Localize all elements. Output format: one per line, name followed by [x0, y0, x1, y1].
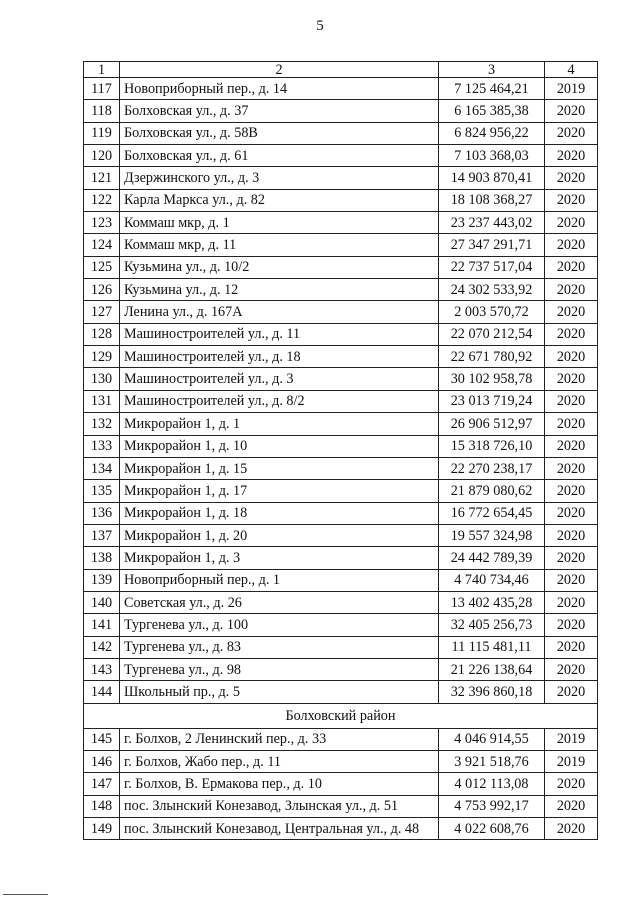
cost-cell: 22 070 212,54: [439, 323, 545, 345]
cost-cell: 23 237 443,02: [439, 212, 545, 234]
address-cell: Машиностроителей ул., д. 11: [120, 323, 439, 345]
table-row: [84, 234, 598, 256]
address-cell: Машиностроителей ул., д. 3: [120, 368, 439, 390]
year-cell: 2020: [545, 591, 598, 613]
year-cell: 2020: [545, 681, 598, 703]
row-number-cell: 124: [84, 234, 120, 256]
year-cell: 2020: [545, 480, 598, 502]
table-row: [84, 750, 598, 772]
row-number-cell: 137: [84, 524, 120, 546]
table-row: [84, 457, 598, 479]
row-number-cell: 118: [84, 100, 120, 122]
header-cell-4: 4: [545, 62, 598, 78]
table-row: [84, 390, 598, 412]
section-row: [84, 703, 598, 728]
table-row: [84, 658, 598, 680]
table-row: [84, 569, 598, 591]
address-cell: Микрорайон 1, д. 20: [120, 524, 439, 546]
address-cell: Микрорайон 1, д. 1: [120, 413, 439, 435]
cost-cell: 18 108 368,27: [439, 189, 545, 211]
table-row: [84, 279, 598, 301]
address-cell: г. Болхов, В. Ермакова пер., д. 10: [120, 773, 439, 795]
row-number-cell: 119: [84, 122, 120, 144]
table-row: [84, 524, 598, 546]
table-row: [84, 480, 598, 502]
row-number-cell: 121: [84, 167, 120, 189]
cost-cell: 6 824 956,22: [439, 122, 545, 144]
cost-cell: 14 903 870,41: [439, 167, 545, 189]
address-cell: Ленина ул., д. 167А: [120, 301, 439, 323]
row-number-cell: 135: [84, 480, 120, 502]
year-cell: 2020: [545, 658, 598, 680]
table-row: [84, 614, 598, 636]
table-row: [84, 78, 598, 100]
table-row: [84, 547, 598, 569]
row-number-cell: 117: [84, 78, 120, 100]
table-row: [84, 728, 598, 750]
row-number-cell: 146: [84, 750, 120, 772]
cost-cell: 22 671 780,92: [439, 346, 545, 368]
cost-cell: 23 013 719,24: [439, 390, 545, 412]
year-cell: 2020: [545, 795, 598, 817]
row-number-cell: 143: [84, 658, 120, 680]
year-cell: 2020: [545, 301, 598, 323]
row-number-cell: 140: [84, 591, 120, 613]
address-cell: Тургенева ул., д. 98: [120, 658, 439, 680]
table-row: [84, 122, 598, 144]
address-cell: Микрорайон 1, д. 3: [120, 547, 439, 569]
table-row: [84, 636, 598, 658]
table-row: [84, 212, 598, 234]
year-cell: 2020: [545, 212, 598, 234]
row-number-cell: 149: [84, 818, 120, 840]
table-row: [84, 591, 598, 613]
cost-cell: 26 906 512,97: [439, 413, 545, 435]
address-cell: Новоприборный пер., д. 1: [120, 569, 439, 591]
year-cell: 2020: [545, 256, 598, 278]
cost-cell: 22 737 517,04: [439, 256, 545, 278]
register-table-body: [84, 62, 598, 840]
row-number-cell: 123: [84, 212, 120, 234]
cost-cell: 4 012 113,08: [439, 773, 545, 795]
table-row: [84, 100, 598, 122]
address-cell: Тургенева ул., д. 83: [120, 636, 439, 658]
table-row: [84, 256, 598, 278]
row-number-cell: 144: [84, 681, 120, 703]
table-row: [84, 818, 598, 840]
row-number-cell: 142: [84, 636, 120, 658]
cost-cell: 32 405 256,73: [439, 614, 545, 636]
header-cell-3: 3: [439, 62, 545, 78]
row-number-cell: 128: [84, 323, 120, 345]
cost-cell: 4 022 608,76: [439, 818, 545, 840]
table-row: [84, 346, 598, 368]
page-number: 5: [316, 18, 324, 34]
address-cell: Микрорайон 1, д. 17: [120, 480, 439, 502]
row-number-cell: 145: [84, 728, 120, 750]
row-number-cell: 132: [84, 413, 120, 435]
address-cell: Болховская ул., д. 37: [120, 100, 439, 122]
year-cell: 2020: [545, 100, 598, 122]
year-cell: 2020: [545, 145, 598, 167]
row-number-cell: 147: [84, 773, 120, 795]
row-number-cell: 131: [84, 390, 120, 412]
year-cell: 2020: [545, 390, 598, 412]
table-row: [84, 189, 598, 211]
year-cell: 2020: [545, 189, 598, 211]
year-cell: 2020: [545, 323, 598, 345]
cost-cell: 7 103 368,03: [439, 145, 545, 167]
cost-cell: 24 302 533,92: [439, 279, 545, 301]
year-cell: 2020: [545, 614, 598, 636]
year-cell: 2020: [545, 413, 598, 435]
table-row: [84, 413, 598, 435]
year-cell: 2020: [545, 636, 598, 658]
table-header-row: [84, 62, 598, 78]
cost-cell: 19 557 324,98: [439, 524, 545, 546]
cost-cell: 21 879 080,62: [439, 480, 545, 502]
address-cell: Коммаш мкр, д. 11: [120, 234, 439, 256]
year-cell: 2020: [545, 524, 598, 546]
table-row: [84, 795, 598, 817]
address-cell: г. Болхов, Жабо пер., д. 11: [120, 750, 439, 772]
year-cell: 2020: [545, 502, 598, 524]
cost-cell: 22 270 238,17: [439, 457, 545, 479]
address-cell: Новоприборный пер., д. 14: [120, 78, 439, 100]
row-number-cell: 127: [84, 301, 120, 323]
cost-cell: 4 753 992,17: [439, 795, 545, 817]
year-cell: 2020: [545, 368, 598, 390]
table-row: [84, 773, 598, 795]
cost-cell: 16 772 654,45: [439, 502, 545, 524]
address-cell: Кузьмина ул., д. 12: [120, 279, 439, 301]
cost-cell: 11 115 481,11: [439, 636, 545, 658]
year-cell: 2020: [545, 773, 598, 795]
address-cell: Микрорайон 1, д. 10: [120, 435, 439, 457]
year-cell: 2020: [545, 279, 598, 301]
cost-cell: 30 102 958,78: [439, 368, 545, 390]
cost-cell: 32 396 860,18: [439, 681, 545, 703]
year-cell: 2020: [545, 234, 598, 256]
year-cell: 2019: [545, 728, 598, 750]
address-cell: Коммаш мкр, д. 1: [120, 212, 439, 234]
address-cell: Машиностроителей ул., д. 8/2: [120, 390, 439, 412]
row-number-cell: 138: [84, 547, 120, 569]
year-cell: 2019: [545, 78, 598, 100]
row-number-cell: 133: [84, 435, 120, 457]
table-row: [84, 145, 598, 167]
table-row: [84, 681, 598, 703]
header-cell-1: 1: [84, 62, 120, 78]
cost-cell: 6 165 385,38: [439, 100, 545, 122]
cost-cell: 3 921 518,76: [439, 750, 545, 772]
row-number-cell: 136: [84, 502, 120, 524]
row-number-cell: 148: [84, 795, 120, 817]
address-cell: Машиностроителей ул., д. 18: [120, 346, 439, 368]
header-cell-2: 2: [120, 62, 439, 78]
year-cell: 2019: [545, 750, 598, 772]
address-cell: Школьный пр., д. 5: [120, 681, 439, 703]
address-cell: Дзержинского ул., д. 3: [120, 167, 439, 189]
table-row: [84, 167, 598, 189]
row-number-cell: 120: [84, 145, 120, 167]
register-table: [83, 61, 598, 840]
address-cell: пос. Злынский Конезавод, Центральная ул., д. 48: [120, 818, 439, 840]
year-cell: 2020: [545, 457, 598, 479]
address-cell: г. Болхов, 2 Ленинский пер., д. 33: [120, 728, 439, 750]
address-cell: Кузьмина ул., д. 10/2: [120, 256, 439, 278]
cost-cell: 4 046 914,55: [439, 728, 545, 750]
address-cell: Карла Маркса ул., д. 82: [120, 189, 439, 211]
table-row: [84, 368, 598, 390]
address-cell: Микрорайон 1, д. 15: [120, 457, 439, 479]
address-cell: Микрорайон 1, д. 18: [120, 502, 439, 524]
cost-cell: 27 347 291,71: [439, 234, 545, 256]
table-row: [84, 301, 598, 323]
year-cell: 2020: [545, 346, 598, 368]
address-cell: Болховская ул., д. 61: [120, 145, 439, 167]
row-number-cell: 129: [84, 346, 120, 368]
cost-cell: 24 442 789,39: [439, 547, 545, 569]
row-number-cell: 130: [84, 368, 120, 390]
year-cell: 2020: [545, 167, 598, 189]
cost-cell: 4 740 734,46: [439, 569, 545, 591]
cost-cell: 7 125 464,21: [439, 78, 545, 100]
row-number-cell: 141: [84, 614, 120, 636]
row-number-cell: 126: [84, 279, 120, 301]
year-cell: 2020: [545, 818, 598, 840]
cost-cell: 15 318 726,10: [439, 435, 545, 457]
row-number-cell: 134: [84, 457, 120, 479]
address-cell: Болховская ул., д. 58В: [120, 122, 439, 144]
cost-cell: 21 226 138,64: [439, 658, 545, 680]
row-number-cell: 122: [84, 189, 120, 211]
address-cell: пос. Злынский Конезавод, Злынская ул., д. 51: [120, 795, 439, 817]
section-title: Болховский район: [84, 703, 598, 728]
row-number-cell: 139: [84, 569, 120, 591]
year-cell: 2020: [545, 547, 598, 569]
year-cell: 2020: [545, 435, 598, 457]
row-number-cell: 125: [84, 256, 120, 278]
cost-cell: 13 402 435,28: [439, 591, 545, 613]
table-row: [84, 502, 598, 524]
table-row: [84, 435, 598, 457]
footer-line: [3, 894, 48, 895]
address-cell: Советская ул., д. 26: [120, 591, 439, 613]
year-cell: 2020: [545, 122, 598, 144]
cost-cell: 2 003 570,72: [439, 301, 545, 323]
address-cell: Тургенева ул., д. 100: [120, 614, 439, 636]
year-cell: 2020: [545, 569, 598, 591]
table-row: [84, 323, 598, 345]
